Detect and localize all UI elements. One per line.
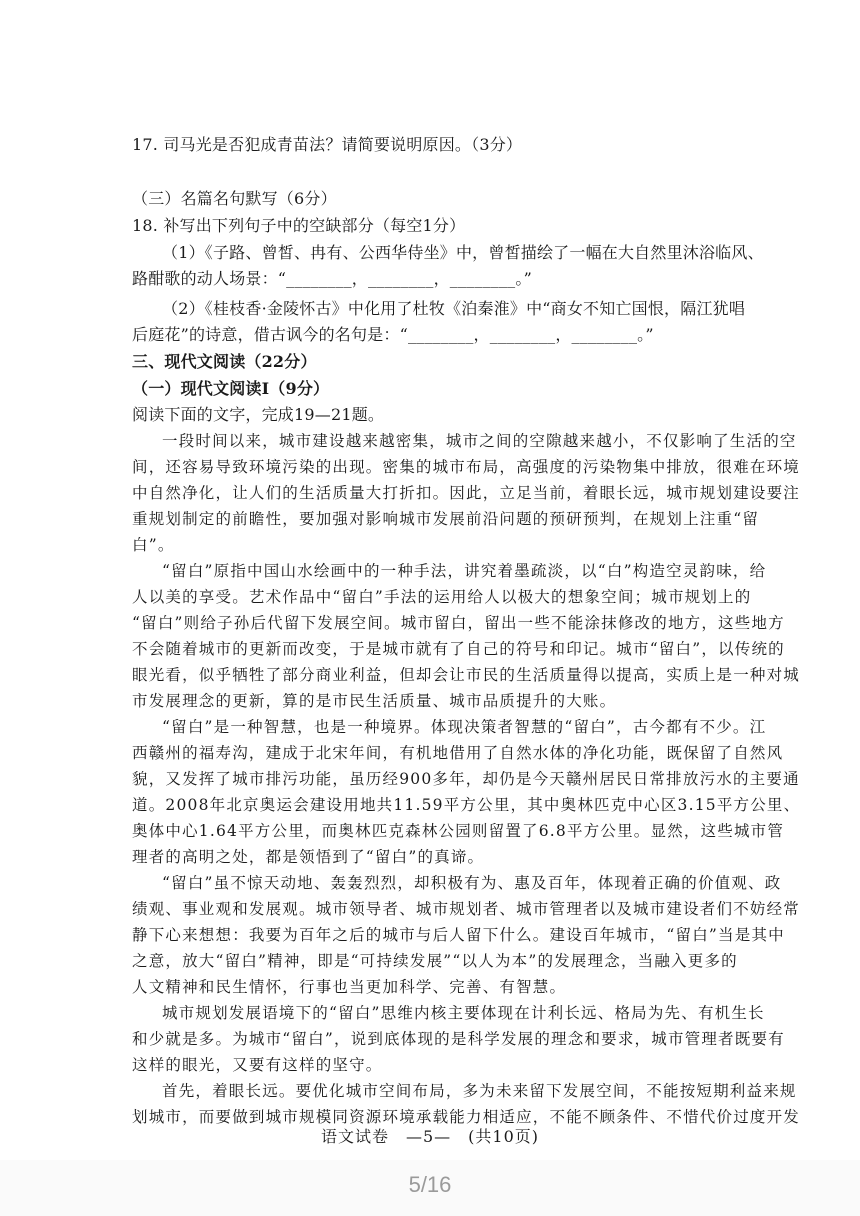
passage-line: 西赣州的福寿沟，建成于北宋年间，有机地借用了自然水体的净化功能，既保留了自然风 (132, 744, 784, 762)
question-18-2-line2: 后庭花”的诗意，借古讽今的名句是：“________，________，________。” (132, 325, 654, 344)
passage-line: 间，还容易导致环境污染的出现。密集的城市布局，高强度的污染物集中排放，很难在环境 (132, 458, 801, 476)
passage-line: 市发展理念的更新，算的是市民生活质量、城市品质提升的大账。 (132, 692, 617, 710)
passage-line: “留白”则给子孙后代留下发展空间。城市留白，留出一些不能涂抹修改的地方，这些地方 (132, 614, 785, 632)
passage-line: 不会随着城市的更新而改变，于是城市就有了自己的符号和印记。城市“留白”，以传统的 (132, 640, 785, 658)
passage-line: 之意，放大“留白”精神，即是“可持续发展”“以人为本”的发展理念，当融入更多的 (132, 952, 738, 970)
passage-line: 静下心来想想：我要为百年之后的城市与后人留下什么。建设百年城市，“留白”当是其中 (132, 926, 785, 944)
passage-line: 人文精神和民生情怀，行事也当更加科学、完善、有智慧。 (132, 978, 567, 996)
passage-line: 中自然净化，让人们的生活质量大打折扣。因此，立足当前，着眼长远，城市规划建设要注 (132, 484, 801, 502)
passage-line: 理者的高明之处，都是领悟到了“留白”的真谛。 (132, 848, 485, 866)
passage-line: 首先，着眼长远。要优化城市空间布局，多为未来留下发展空间，不能按短期利益来规 (162, 1082, 797, 1100)
passage-line: 这样的眼光，又要有这样的坚守。 (132, 1056, 383, 1074)
part-three-subtitle: （一）现代文阅读Ⅰ（9分） (132, 379, 330, 398)
question-17: 17. 司马光是否犯成青苗法？请简要说明原因。（3分） (132, 135, 523, 154)
passage-line: 人以美的享受。艺术作品中“留白”手法的运用给人以极大的想象空间；城市规划上的 (132, 588, 752, 606)
passage-line: 城市规划发展语境下的“留白”思维内核主要体现在计利长远、格局为先、有机生长 (162, 1004, 765, 1022)
question-18: 18. 补写出下列句子中的空缺部分（每空1分） (132, 216, 466, 235)
passage-line: 重规划制定的前瞻性，要加强对影响城市发展前沿问题的预研预判，在规划上注重“留 (132, 510, 760, 528)
reading-instruction: 阅读下面的文字，完成19—21题。 (132, 405, 385, 424)
passage-line: 一段时间以来，城市建设越来越密集，城市之间的空隙越来越小，不仅影响了生活的空 (162, 432, 797, 450)
passage-line: 貌，又发挥了城市排污功能，虽历经900多年，却仍是今天赣州居民日常排放污水的主要通 (132, 770, 800, 788)
passage-line: 奥体中心1.64平方公里，而奥林匹克森林公园则留置了6.8平方公里。显然，这些城市管 (132, 822, 785, 840)
passage-line: “留白”虽不惊天动地、轰轰烈烈，却积极有为、惠及百年，体现着正确的价值观、政 (162, 874, 782, 892)
passage-line: 眼光看，似乎牺牲了部分商业利益，但却会让市民的生活质量得以提高，实质上是一种对城 (132, 666, 801, 684)
page-footer: 语文试卷 —5— (共10页) (320, 1127, 540, 1146)
question-18-1-line2: 路酣歌的动人场景：“________，________，________。” (132, 269, 532, 288)
passage-line: “留白”是一种智慧，也是一种境界。体现决策者智慧的“留白”，古今都有不少。江 (162, 718, 767, 736)
question-18-1-line1: （1）《子路、曾皙、冉有、公西华侍坐》中，曾皙描绘了一幅在大自然里沐浴临风、 (162, 243, 764, 262)
passage-line: 白”。 (132, 536, 175, 554)
passage-line: 和少就是多。为城市“留白”，说到底体现的是科学发展的理念和要求，城市管理者既要有 (132, 1030, 785, 1048)
passage-line: “留白”原指中国山水绘画中的一种手法，讲究着墨疏淡，以“白”构造空灵韵味，给 (162, 562, 767, 580)
passage-line: 道。2008年北京奥运会建设用地共11.59平方公里，其中奥林匹克中心区3.15平方公里、 (132, 796, 801, 814)
page-indicator: 5/16 (408, 1172, 452, 1197)
section-three-title: （三）名篇名句默写（6分） (132, 189, 337, 208)
question-18-2-line1: （2）《桂枝香·金陵怀古》中化用了杜牧《泊秦淮》中“商女不知亡国恨，隔江犹唱 (162, 299, 746, 318)
passage-line: 划城市，而要做到城市规模同资源环境承载能力相适应，不能不顾条件、不惜代价过度开发 (132, 1108, 801, 1126)
part-three-title: 三、现代文阅读（22分） (132, 352, 317, 371)
passage-line: 绩观、事业观和发展观。城市领导者、城市规划者、城市管理者以及城市建设者们不妨经常 (132, 900, 801, 918)
